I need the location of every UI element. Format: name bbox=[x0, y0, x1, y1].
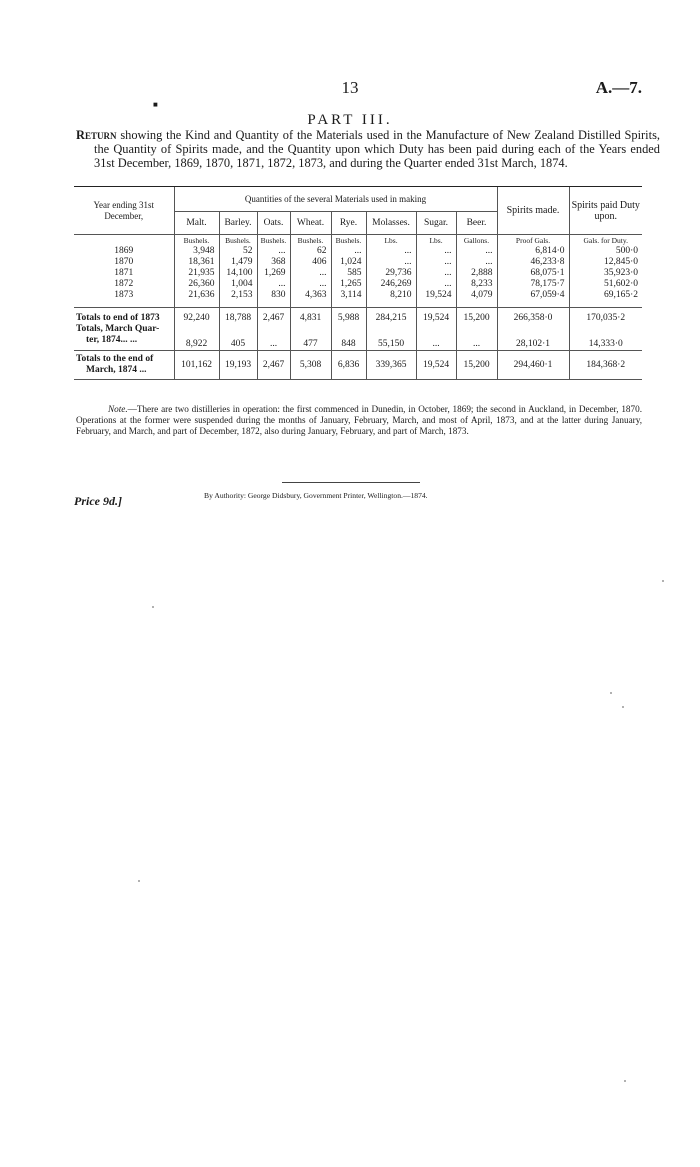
cell-molasses: 8,210 bbox=[366, 290, 416, 308]
totals-label: Totals to end of 1873 bbox=[74, 308, 174, 325]
cell-molasses: 246,269 bbox=[366, 279, 416, 290]
bullet-mark: ■ bbox=[153, 100, 158, 109]
cell-barley: 405 bbox=[219, 324, 257, 351]
cell-barley: 1,479 bbox=[219, 257, 257, 268]
unit-label: Gals. for Duty. bbox=[569, 235, 642, 247]
cell-malt: 18,361 bbox=[174, 257, 219, 268]
return-text: showing the Kind and Quantity of the Materials used in the Manufacture of New Zealand Distilled Spirits, the Quantity of Spirits made, and the Quantity upon which Duty has been paid during each of the Years ended 31st December, 1869, 1870, 1871, 1872, 1873, and during the Quarter ended 31st March, 1874. bbox=[94, 128, 660, 170]
totals-label bbox=[74, 324, 174, 351]
cell-sugar: 19,524 bbox=[416, 351, 456, 380]
totals-row bbox=[74, 324, 642, 351]
cell-spirits-made: 67,059·4 bbox=[497, 290, 569, 308]
cell-malt: 92,240 bbox=[174, 308, 219, 325]
cell-malt: 3,948 bbox=[174, 246, 219, 257]
column-header-malt: Malt. bbox=[174, 212, 219, 235]
cell-wheat: 477 bbox=[290, 324, 331, 351]
cell-oats: ... bbox=[257, 246, 290, 257]
cell-barley: 19,193 bbox=[219, 351, 257, 380]
cell-rye: 1,024 bbox=[331, 257, 366, 268]
column-header-molasses: Molasses. bbox=[366, 212, 416, 235]
cell-oats: ... bbox=[257, 324, 290, 351]
cell-oats: 2,467 bbox=[257, 351, 290, 380]
cell-oats: ... bbox=[257, 279, 290, 290]
table-row bbox=[74, 257, 642, 268]
cell-rye: 1,265 bbox=[331, 279, 366, 290]
column-header-sugar: Sugar. bbox=[416, 212, 456, 235]
cell-rye: ... bbox=[331, 246, 366, 257]
cell-malt: 101,162 bbox=[174, 351, 219, 380]
cell-spirits-made: 68,075·1 bbox=[497, 268, 569, 279]
unit-label: Bushels. bbox=[174, 235, 219, 247]
cell-spirits-made: 78,175·7 bbox=[497, 279, 569, 290]
cell-beer: 4,079 bbox=[456, 290, 497, 308]
cell-molasses: ... bbox=[366, 257, 416, 268]
cell-rye: 848 bbox=[331, 324, 366, 351]
page-number: 13 bbox=[341, 78, 359, 97]
cell-spirits-duty: 14,333·0 bbox=[569, 324, 642, 351]
materials-group-header: Quantities of the several Materials used in making bbox=[174, 187, 497, 212]
page-speck bbox=[622, 706, 624, 708]
cell-molasses: 284,215 bbox=[366, 308, 416, 325]
cell-wheat: 4,831 bbox=[290, 308, 331, 325]
cell-spirits-duty: 184,368·2 bbox=[569, 351, 642, 380]
table-row bbox=[74, 290, 642, 308]
year-cell: 1870 bbox=[114, 257, 134, 267]
printer-authority: By Authority: George Didsbury, Government Printer, Wellington.—1874. bbox=[204, 491, 428, 500]
cell-barley: 52 bbox=[219, 246, 257, 257]
document-reference: A.—7. bbox=[595, 78, 642, 97]
cell-barley: 1,004 bbox=[219, 279, 257, 290]
cell-beer: 2,888 bbox=[456, 268, 497, 279]
totals-label-line: Totals, March Quar- bbox=[76, 324, 160, 334]
unit-label: Lbs. bbox=[366, 235, 416, 247]
year-cell: 1872 bbox=[114, 279, 134, 289]
totals-label-line: March, 1874 ... bbox=[86, 365, 147, 375]
price-label: Price 9d.] bbox=[74, 494, 122, 508]
totals-row bbox=[74, 351, 642, 380]
cell-beer: 15,200 bbox=[456, 308, 497, 325]
spirits-duty-header: Spirits paid Duty upon. bbox=[569, 187, 642, 235]
cell-spirits-duty: 500·0 bbox=[569, 246, 642, 257]
year-cell: 1869 bbox=[114, 246, 134, 256]
cell-wheat: 4,363 bbox=[290, 290, 331, 308]
page-speck bbox=[152, 606, 154, 608]
cell-molasses: 29,736 bbox=[366, 268, 416, 279]
column-header-barley: Barley. bbox=[219, 212, 257, 235]
cell-sugar: ... bbox=[416, 246, 456, 257]
totals-row bbox=[74, 308, 642, 325]
cell-barley: 2,153 bbox=[219, 290, 257, 308]
cell-spirits-made: 46,233·8 bbox=[497, 257, 569, 268]
table-row bbox=[74, 246, 642, 257]
cell-malt: 21,636 bbox=[174, 290, 219, 308]
year-column-header: Year ending 31st December, bbox=[74, 187, 174, 235]
year-cell: 1871 bbox=[114, 268, 134, 278]
return-table bbox=[74, 186, 642, 380]
cell-spirits-made: 28,102·1 bbox=[497, 324, 569, 351]
cell-sugar: ... bbox=[416, 279, 456, 290]
cell-malt: 8,922 bbox=[174, 324, 219, 351]
cell-molasses: 55,150 bbox=[366, 324, 416, 351]
year-cell: 1873 bbox=[114, 290, 134, 300]
cell-oats: 830 bbox=[257, 290, 290, 308]
totals-label-line: ter, 1874... ... bbox=[86, 335, 138, 345]
page-speck bbox=[662, 580, 664, 582]
cell-sugar: 19,524 bbox=[416, 290, 456, 308]
cell-beer: ... bbox=[456, 257, 497, 268]
cell-sugar: 19,524 bbox=[416, 308, 456, 325]
column-header-beer: Beer. bbox=[456, 212, 497, 235]
cell-beer: 8,233 bbox=[456, 279, 497, 290]
footer-rule bbox=[282, 482, 420, 483]
table-row bbox=[74, 268, 642, 279]
cell-beer: ... bbox=[456, 324, 497, 351]
cell-rye: 3,114 bbox=[331, 290, 366, 308]
column-header-wheat: Wheat. bbox=[290, 212, 331, 235]
page-speck bbox=[610, 692, 612, 694]
cell-molasses: ... bbox=[366, 246, 416, 257]
totals-label bbox=[74, 351, 174, 380]
note-text: —There are two distilleries in operation: the first commenced in Dunedin, in October, 1869; the second in Auckland, in December, 1870. Operations at the former were suspended during the months of January, February, March, and most of April, 1873, and at the latter during January, February, and March, and part of December, 1872, also during January, February, and part of March, 1873. bbox=[76, 404, 642, 436]
cell-spirits-duty: 170,035·2 bbox=[569, 308, 642, 325]
return-lead: Return bbox=[76, 128, 117, 142]
cell-sugar: ... bbox=[416, 257, 456, 268]
cell-sugar: ... bbox=[416, 324, 456, 351]
cell-rye: 5,988 bbox=[331, 308, 366, 325]
unit-label: Lbs. bbox=[416, 235, 456, 247]
cell-spirits-duty: 12,845·0 bbox=[569, 257, 642, 268]
note-paragraph bbox=[76, 404, 642, 437]
unit-label: Bushels. bbox=[257, 235, 290, 247]
cell-malt: 21,935 bbox=[174, 268, 219, 279]
unit-label: Gallons. bbox=[456, 235, 497, 247]
totals-label-line: Totals to the end of bbox=[76, 354, 154, 364]
cell-oats: 368 bbox=[257, 257, 290, 268]
cell-molasses: 339,365 bbox=[366, 351, 416, 380]
cell-spirits-duty: 35,923·0 bbox=[569, 268, 642, 279]
unit-label: Bushels. bbox=[290, 235, 331, 247]
cell-rye: 6,836 bbox=[331, 351, 366, 380]
cell-wheat: 62 bbox=[290, 246, 331, 257]
note-lead: Note. bbox=[108, 404, 128, 414]
unit-label: Bushels. bbox=[331, 235, 366, 247]
table-row bbox=[74, 279, 642, 290]
cell-wheat: 5,308 bbox=[290, 351, 331, 380]
cell-wheat: 406 bbox=[290, 257, 331, 268]
cell-spirits-duty: 69,165·2 bbox=[569, 290, 642, 308]
page-speck bbox=[138, 880, 140, 882]
cell-wheat: ... bbox=[290, 268, 331, 279]
part-heading: PART III. bbox=[307, 112, 393, 128]
cell-oats: 2,467 bbox=[257, 308, 290, 325]
cell-spirits-made: 266,358·0 bbox=[497, 308, 569, 325]
unit-label: Bushels. bbox=[219, 235, 257, 247]
cell-barley: 18,788 bbox=[219, 308, 257, 325]
cell-sugar: ... bbox=[416, 268, 456, 279]
cell-malt: 26,360 bbox=[174, 279, 219, 290]
spirits-made-header: Spirits made. bbox=[497, 187, 569, 235]
column-header-rye: Rye. bbox=[331, 212, 366, 235]
page-speck bbox=[624, 1080, 626, 1082]
column-header-oats: Oats. bbox=[257, 212, 290, 235]
cell-oats: 1,269 bbox=[257, 268, 290, 279]
cell-spirits-duty: 51,602·0 bbox=[569, 279, 642, 290]
cell-barley: 14,100 bbox=[219, 268, 257, 279]
cell-wheat: ... bbox=[290, 279, 331, 290]
cell-spirits-made: 294,460·1 bbox=[497, 351, 569, 380]
cell-rye: 585 bbox=[331, 268, 366, 279]
cell-spirits-made: 6,814·0 bbox=[497, 246, 569, 257]
cell-beer: ... bbox=[456, 246, 497, 257]
cell-beer: 15,200 bbox=[456, 351, 497, 380]
units-row bbox=[74, 235, 642, 247]
return-description bbox=[76, 128, 660, 170]
unit-label: Proof Gals. bbox=[497, 235, 569, 247]
